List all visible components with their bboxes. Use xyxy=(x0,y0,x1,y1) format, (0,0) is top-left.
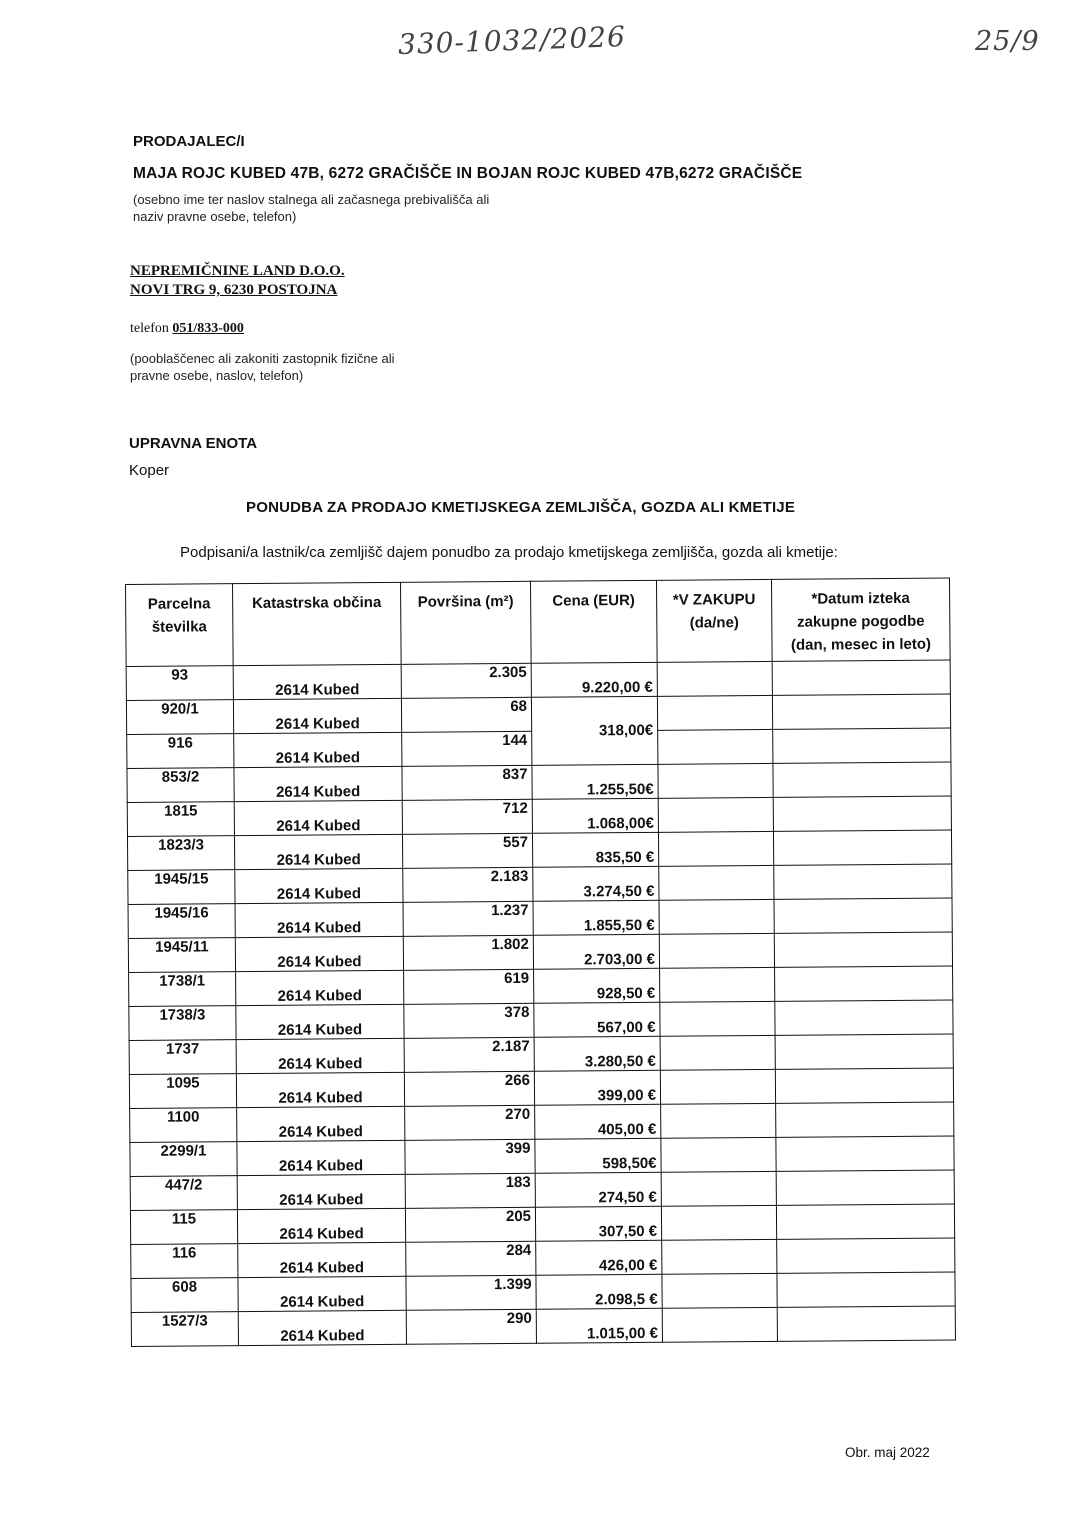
document-title: PONUDBA ZA PRODAJO KMETIJSKEGA ZEMLJIŠČA, GOZDA ALI KMETIJE xyxy=(246,499,796,516)
lease-expiry-cell xyxy=(773,728,951,763)
lease-cell xyxy=(660,1035,775,1070)
price-cell: 1.255,50€ xyxy=(532,764,658,799)
cadastral-cell: 2614 Kubed xyxy=(235,936,403,971)
parcel-number-cell: 1738/3 xyxy=(129,1006,236,1041)
lease-expiry-cell xyxy=(775,966,953,1001)
price-cell: 3.274,50 € xyxy=(533,866,659,901)
parcel-number-cell: 1095 xyxy=(129,1074,236,1109)
header-area: Površina (m²) xyxy=(400,581,531,664)
parcel-number-cell: 1815 xyxy=(127,802,234,837)
price-cell: 928,50 € xyxy=(534,968,660,1003)
cadastral-cell: 2614 Kubed xyxy=(234,834,402,869)
agent-block xyxy=(130,262,345,300)
area-cell: 1.802 xyxy=(403,935,533,970)
lease-cell xyxy=(660,1001,775,1036)
handwritten-page-number: 25/9 xyxy=(975,26,1040,57)
cadastral-cell: 2614 Kubed xyxy=(237,1208,405,1243)
price-cell: 2.703,00 € xyxy=(533,934,659,969)
parcels-table xyxy=(125,578,956,1347)
price-cell: 567,00 € xyxy=(534,1002,660,1037)
cadastral-cell: 2614 Kubed xyxy=(234,766,402,801)
phone-number: 051/833-000 xyxy=(172,321,244,336)
parcel-number-cell: 1945/16 xyxy=(128,904,235,939)
lease-cell xyxy=(658,729,773,764)
agent-note-line: pravne osebe, naslov, telefon) xyxy=(130,368,304,383)
cadastral-cell: 2614 Kubed xyxy=(238,1310,406,1345)
agent-address: NOVI TRG 9, 6230 POSTOJNA xyxy=(130,282,338,298)
parcel-number-cell: 608 xyxy=(131,1278,238,1313)
parcel-number-cell: 116 xyxy=(131,1244,238,1279)
cadastral-cell: 2614 Kubed xyxy=(234,800,402,835)
parcel-number-cell: 93 xyxy=(126,666,233,701)
admin-unit-label: UPRAVNA ENOTA xyxy=(129,435,258,452)
lease-cell xyxy=(660,1069,775,1104)
cadastral-cell: 2614 Kubed xyxy=(235,902,403,937)
cadastral-cell: 2614 Kubed xyxy=(236,1038,404,1073)
cadastral-cell: 2614 Kubed xyxy=(234,732,402,767)
lease-cell xyxy=(658,763,773,798)
parcel-number-cell: 920/1 xyxy=(126,700,233,735)
price-cell: 598,50€ xyxy=(535,1138,661,1173)
lease-cell xyxy=(659,933,774,968)
parcel-number-cell: 1945/11 xyxy=(128,938,235,973)
area-cell: 1.399 xyxy=(406,1275,536,1310)
parcel-number-cell: 853/2 xyxy=(127,768,234,803)
cadastral-cell: 2614 Kubed xyxy=(233,698,401,733)
lease-cell xyxy=(661,1171,776,1206)
lease-cell xyxy=(662,1273,777,1308)
lease-expiry-cell xyxy=(773,796,951,831)
agent-note-line: (pooblaščenec ali zakoniti zastopnik fizične ali xyxy=(130,351,395,366)
lease-cell xyxy=(659,865,774,900)
lease-cell xyxy=(662,1239,777,1274)
lease-expiry-cell xyxy=(774,932,952,967)
lease-expiry-cell xyxy=(776,1102,954,1137)
lease-expiry-cell xyxy=(773,830,951,865)
header-lease-expiry: *Datum izteka zakupne pogodbe (dan, mesec in leto) xyxy=(771,578,950,661)
header-cadastral: Katastrska občina xyxy=(233,582,402,665)
price-cell: 274,50 € xyxy=(535,1172,661,1207)
lease-expiry-cell xyxy=(777,1306,955,1341)
seller-note-line: naziv pravne osebe, telefon) xyxy=(133,209,297,224)
area-cell: 68 xyxy=(401,697,531,732)
cadastral-cell: 2614 Kubed xyxy=(235,868,403,903)
agent-phone xyxy=(130,321,244,337)
price-cell: 3.280,50 € xyxy=(534,1036,660,1071)
area-cell: 712 xyxy=(402,799,532,834)
table-header-row xyxy=(126,578,951,666)
area-cell: 1.237 xyxy=(403,901,533,936)
lease-expiry-cell xyxy=(772,660,950,695)
lease-cell xyxy=(659,899,774,934)
agent-note xyxy=(130,350,450,384)
handwritten-case-number: 330-1032/2026 xyxy=(397,20,627,61)
cadastral-cell: 2614 Kubed xyxy=(237,1140,405,1175)
admin-unit-value: Koper xyxy=(129,462,170,479)
lease-cell xyxy=(661,1103,776,1138)
seller-name: MAJA ROJC KUBED 47B, 6272 GRAČIŠČE IN BOJAN ROJC KUBED 47B,6272 GRAČIŠČE xyxy=(133,165,803,182)
price-cell: 2.098,5 € xyxy=(536,1274,662,1309)
seller-label: PRODAJALEC/I xyxy=(133,133,245,150)
parcel-number-cell: 1737 xyxy=(129,1040,236,1075)
seller-note-line: (osebno ime ter naslov stalnega ali začasnega prebivališča ali xyxy=(133,192,490,207)
price-cell: 307,50 € xyxy=(535,1206,661,1241)
area-cell: 2.305 xyxy=(401,663,531,698)
lease-cell xyxy=(661,1137,776,1172)
table-body xyxy=(126,660,955,1346)
lease-expiry-cell xyxy=(773,762,951,797)
price-cell: 1.068,00€ xyxy=(532,798,658,833)
parcel-number-cell: 916 xyxy=(127,734,234,769)
lease-cell xyxy=(660,967,775,1002)
price-cell: 835,50 € xyxy=(532,832,658,867)
agent-company: NEPREMIČNINE LAND D.O.O. xyxy=(130,263,345,279)
area-cell: 284 xyxy=(406,1241,536,1276)
header-parcel: Parcelna številka xyxy=(126,584,234,667)
lease-expiry-cell xyxy=(772,694,950,729)
header-price: Cena (EUR) xyxy=(530,580,657,663)
cadastral-cell: 2614 Kubed xyxy=(237,1106,405,1141)
lease-expiry-cell xyxy=(776,1170,954,1205)
cadastral-cell: 2614 Kubed xyxy=(236,970,404,1005)
parcel-number-cell: 1527/3 xyxy=(131,1312,238,1347)
parcel-number-cell: 1823/3 xyxy=(127,836,234,871)
lease-expiry-cell xyxy=(777,1238,955,1273)
parcel-number-cell: 115 xyxy=(130,1210,237,1245)
lease-expiry-cell xyxy=(777,1272,955,1307)
area-cell: 378 xyxy=(404,1003,534,1038)
area-cell: 557 xyxy=(402,833,532,868)
lease-cell xyxy=(657,661,772,696)
header-lease: *V ZAKUPU (da/ne) xyxy=(656,579,772,662)
area-cell: 290 xyxy=(406,1309,536,1344)
parcel-number-cell: 1945/15 xyxy=(128,870,235,905)
area-cell: 619 xyxy=(404,969,534,1004)
lease-expiry-cell xyxy=(774,898,952,933)
parcel-number-cell: 447/2 xyxy=(130,1176,237,1211)
parcel-number-cell: 2299/1 xyxy=(130,1142,237,1177)
price-cell: 9.220,00 € xyxy=(531,662,657,697)
phone-label: telefon xyxy=(130,321,169,336)
cadastral-cell: 2614 Kubed xyxy=(233,664,401,699)
lease-cell xyxy=(657,695,772,730)
price-cell: 399,00 € xyxy=(534,1070,660,1105)
lease-cell xyxy=(661,1205,776,1240)
table-row xyxy=(131,1306,955,1346)
cadastral-cell: 2614 Kubed xyxy=(238,1276,406,1311)
lease-cell xyxy=(658,797,773,832)
area-cell: 205 xyxy=(405,1207,535,1242)
price-cell: 426,00 € xyxy=(536,1240,662,1275)
intro-text: Podpisani/a lastnik/ca zemljišč dajem ponudbo za prodajo kmetijskega zemljišča, gozda ali kmetije: xyxy=(180,544,838,561)
parcel-number-cell: 1738/1 xyxy=(129,972,236,1007)
price-cell: 1.855,50 € xyxy=(533,900,659,935)
cadastral-cell: 2614 Kubed xyxy=(236,1004,404,1039)
lease-expiry-cell xyxy=(774,864,952,899)
price-cell: 405,00 € xyxy=(535,1104,661,1139)
cadastral-cell: 2614 Kubed xyxy=(237,1174,405,1209)
lease-expiry-cell xyxy=(775,1068,953,1103)
area-cell: 2.183 xyxy=(403,867,533,902)
cadastral-cell: 2614 Kubed xyxy=(236,1072,404,1107)
area-cell: 399 xyxy=(405,1139,535,1174)
area-cell: 270 xyxy=(405,1105,535,1140)
lease-expiry-cell xyxy=(775,1034,953,1069)
area-cell: 266 xyxy=(404,1071,534,1106)
price-cell: 1.015,00 € xyxy=(536,1308,662,1343)
seller-note xyxy=(133,191,563,225)
price-cell: 318,00€ xyxy=(531,696,658,765)
area-cell: 144 xyxy=(402,731,532,766)
lease-expiry-cell xyxy=(776,1204,954,1239)
lease-cell xyxy=(658,831,773,866)
parcel-number-cell: 1100 xyxy=(130,1108,237,1143)
form-version: Obr. maj 2022 xyxy=(845,1445,930,1460)
cadastral-cell: 2614 Kubed xyxy=(238,1242,406,1277)
area-cell: 2.187 xyxy=(404,1037,534,1072)
lease-expiry-cell xyxy=(776,1136,954,1171)
lease-expiry-cell xyxy=(775,1000,953,1035)
area-cell: 183 xyxy=(405,1173,535,1208)
lease-cell xyxy=(662,1307,777,1342)
area-cell: 837 xyxy=(402,765,532,800)
